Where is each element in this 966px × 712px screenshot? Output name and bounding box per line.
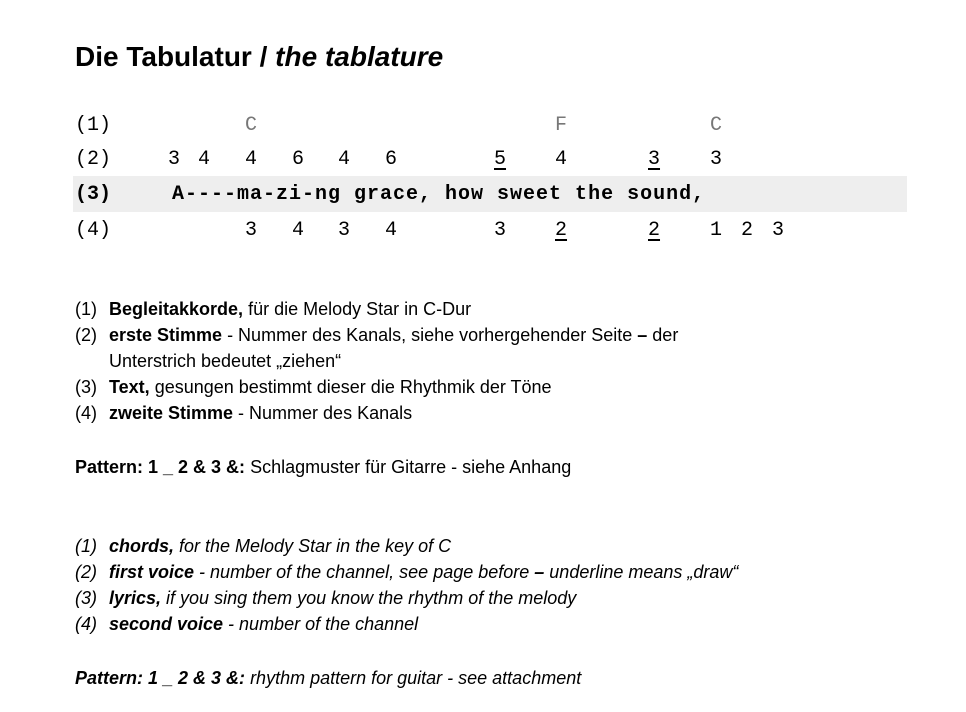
row-label-3: (3) [75, 183, 112, 206]
title-italic: the tablature [275, 41, 444, 72]
voice1-note: 3 [168, 148, 181, 171]
voice2-note-draw: 2 [648, 219, 661, 242]
voice1-note: 4 [555, 148, 568, 171]
voice1-note: 3 [710, 148, 723, 171]
voice1-note: 4 [338, 148, 351, 171]
row-label-4: (4) [75, 219, 112, 242]
pattern-german: Pattern: 1 _ 2 & 3 &: Schlagmuster für Gitarre - siehe Anhang [75, 457, 572, 477]
legend-german [75, 296, 678, 426]
voice2-note: 1 [710, 219, 723, 242]
voice1-note: 6 [385, 148, 398, 171]
voice2-note: 3 [494, 219, 507, 242]
voice2-note-draw: 2 [555, 219, 568, 242]
chord: F [555, 114, 568, 137]
voice1-note: 6 [292, 148, 305, 171]
legend-item-continuation: Unterstrich bedeutet „ziehen“ [109, 351, 342, 371]
voice1-note: 4 [245, 148, 258, 171]
title-main: Die Tabulatur / [75, 41, 276, 72]
voice1-note-draw: 3 [648, 148, 661, 171]
pattern-english: Pattern: 1 _ 2 & 3 &: rhythm pattern for guitar - see attachment [75, 668, 582, 688]
legend-item: (1) Begleitakkorde, für die Melody Star in C-Dur [75, 299, 472, 319]
row-label-2: (2) [75, 148, 112, 171]
lyrics-line: A----ma-zi-ng grace, how sweet the sound, [172, 183, 706, 206]
legend-item: (2) first voice - number of the channel, see page before – underline means „draw“ [75, 562, 739, 582]
voice2-note: 2 [741, 219, 754, 242]
legend-item: (1) chords, for the Melody Star in the key of C [75, 536, 452, 556]
page-title [75, 41, 443, 73]
legend-item: (4) zweite Stimme - Nummer des Kanals [75, 403, 413, 423]
legend-item: (3) Text, gesungen bestimmt dieser die Rhythmik der Töne [75, 377, 552, 397]
row-label-1: (1) [75, 114, 112, 137]
chord: C [245, 114, 258, 137]
voice1-note: 4 [198, 148, 211, 171]
legend-english [75, 533, 738, 637]
voice2-note: 4 [385, 219, 398, 242]
legend-item: (4) second voice - number of the channel [75, 614, 419, 634]
voice1-note-draw: 5 [494, 148, 507, 171]
legend-item: (3) lyrics, if you sing them you know the rhythm of the melody [75, 588, 577, 608]
voice2-note: 3 [245, 219, 258, 242]
voice2-note: 4 [292, 219, 305, 242]
legend-item: (2) erste Stimme - Nummer des Kanals, siehe vorhergehender Seite – der [75, 325, 679, 345]
voice2-note: 3 [772, 219, 785, 242]
chord: C [710, 114, 723, 137]
voice2-note: 3 [338, 219, 351, 242]
